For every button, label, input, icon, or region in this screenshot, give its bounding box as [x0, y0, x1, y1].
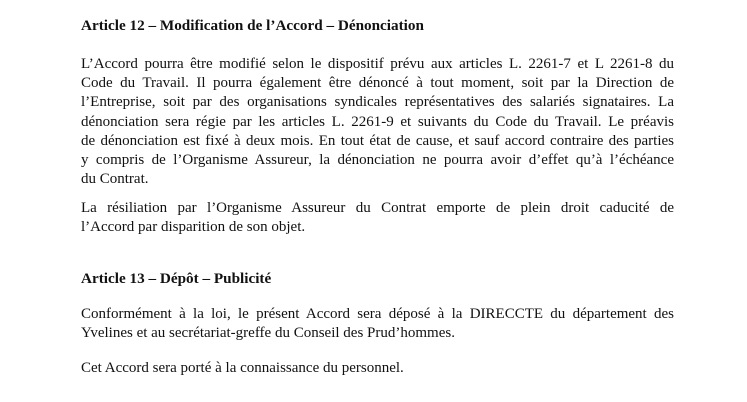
paragraph-line: l’Entreprise, soit par des organisations syndicales représentatives des salariés signataires. La	[81, 94, 674, 111]
paragraph-line: Cet Accord sera porté à la connaissance du personnel.	[81, 360, 404, 376]
paragraph-line: l’Accord par disparition de son objet.	[81, 219, 306, 236]
article-12-heading: Article 12 – Modification de l’Accord – Dénonciation	[81, 17, 424, 34]
paragraph-line: dénonciation sera régie par les articles L. 2261-9 et suivants du Code du Travail. Le préavis	[81, 113, 674, 130]
paragraph-line: L’Accord pourra être modifié selon le dispositif prévu aux articles L. 2261-7 et L 2261-8 du	[81, 56, 674, 72]
article-13-heading: Article 13 – Dépôt – Publicité	[81, 270, 272, 287]
paragraph-line: Yvelines et au secrétariat-greffe du Conseil des Prud’hommes.	[81, 325, 455, 342]
paragraph-line: y compris de l’Organisme Assureur, la dénonciation ne pourra avoir d’effet qu’à l’échéance	[81, 151, 674, 168]
article-13-paragraph-2	[81, 359, 674, 378]
article-12-paragraph-1	[81, 55, 674, 189]
paragraph-line: Code du Travail. Il pourra également être dénoncé à tout moment, soit par la Direction de	[81, 75, 674, 92]
article-13-paragraph-1	[81, 305, 674, 343]
paragraph-line: Conformément à la loi, le présent Accord sera déposé à la DIRECCTE du département des	[81, 306, 674, 322]
paragraph-line: La résiliation par l’Organisme Assureur du Contrat emporte de plein droit caducité de	[81, 200, 674, 216]
paragraph-line: du Contrat.	[81, 171, 149, 188]
article-12-paragraph-2	[81, 199, 674, 237]
paragraph-line: de dénonciation est fixé à deux mois. En tout état de cause, et sauf accord contraire des parties	[81, 132, 674, 149]
